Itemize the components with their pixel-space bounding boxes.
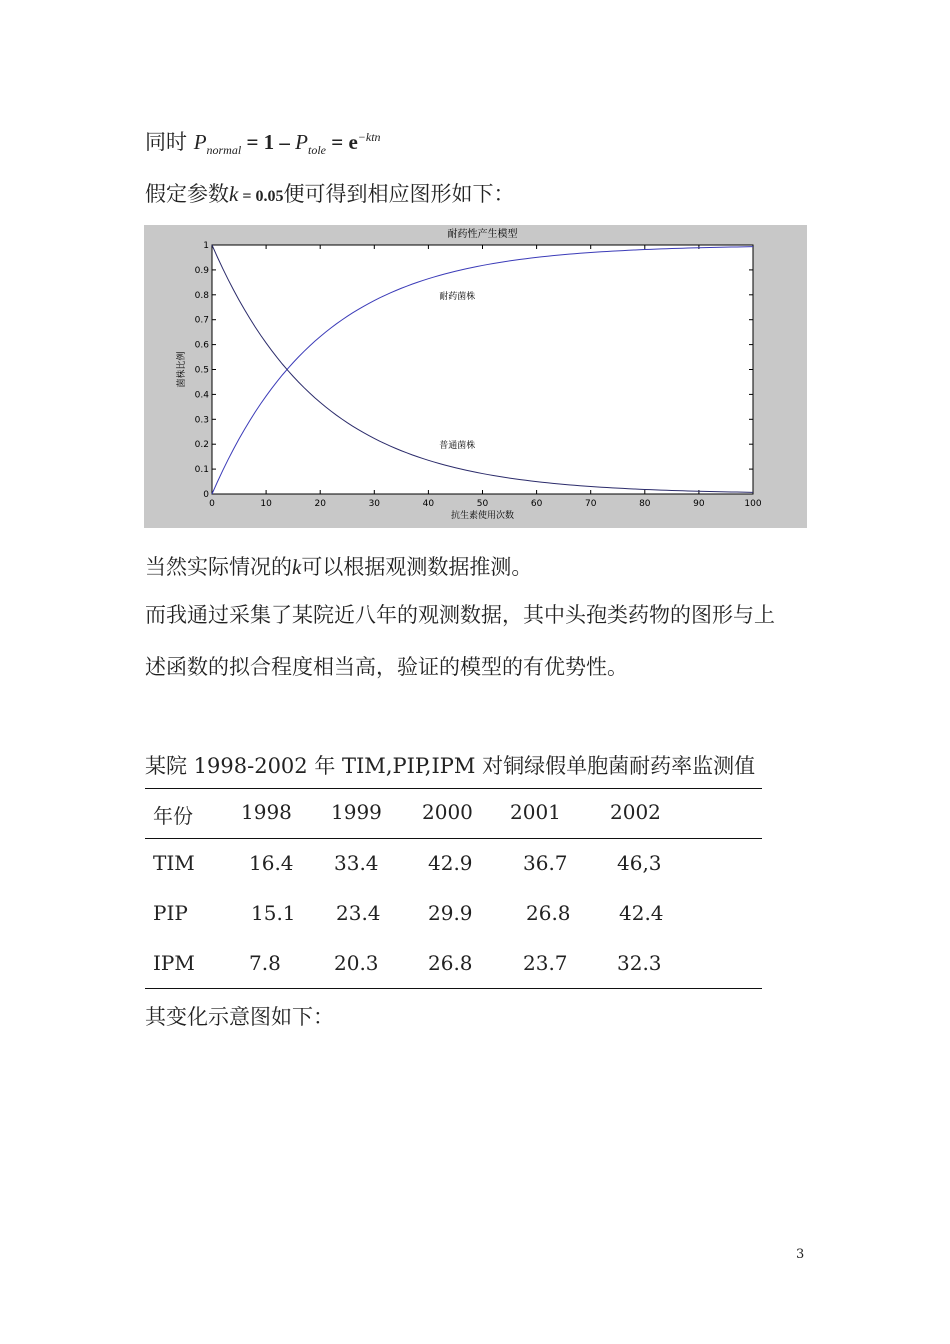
table-cell: 33.4 <box>334 851 379 875</box>
parameter-line <box>145 178 514 208</box>
x-tick-label: 0 <box>209 499 215 509</box>
p-tole-base: P <box>295 130 308 154</box>
x-tick-label: 20 <box>314 499 326 509</box>
table-row <box>145 843 762 883</box>
y-tick-label: 0.9 <box>194 265 209 276</box>
y-tick-label: 0.1 <box>194 465 209 476</box>
chart-figure <box>144 225 807 528</box>
table-header-rule <box>145 838 762 839</box>
y-tick-label: 0.3 <box>194 415 209 426</box>
closing-line: 其变化示意图如下： <box>145 1005 334 1029</box>
observation-line-2: 述函数的拟合程度相当高，验证的模型的有优势性。 <box>145 655 628 679</box>
inference-prefix: 当然实际情况的 <box>145 555 292 579</box>
x-tick-label: 30 <box>368 499 381 509</box>
table-cell: 42.4 <box>619 901 664 925</box>
x-tick-label: 90 <box>693 499 705 509</box>
p-normal-base: P <box>193 130 207 154</box>
x-tick-label: 60 <box>530 499 543 509</box>
table-cell: 16.4 <box>249 851 294 875</box>
header-cell: 2002 <box>610 800 661 824</box>
y-tick-label: 0.8 <box>194 290 209 301</box>
p-tole-sub: tole <box>307 143 326 158</box>
plot-area <box>212 245 753 494</box>
inference-k: k <box>292 555 302 579</box>
formula-mid: = 1 – <box>241 130 296 154</box>
table-cell: 23.7 <box>523 951 568 975</box>
y-tick-label: 0.6 <box>194 340 209 351</box>
inference-suffix: 可以根据观测数据推测。 <box>301 555 533 579</box>
table-cell: 32.3 <box>617 951 662 975</box>
y-tick-label: 0 <box>203 490 209 500</box>
k-variable: k <box>229 182 239 206</box>
p-normal-sub: normal <box>206 143 242 158</box>
x-tick-label: 70 <box>584 499 597 509</box>
table-row <box>145 893 762 933</box>
y-tick-label: 0.7 <box>194 315 209 326</box>
table-cell: 46,3 <box>617 851 662 875</box>
x-tick-label: 10 <box>260 499 272 509</box>
table-cell: 29.9 <box>428 901 473 925</box>
model-chart <box>144 225 807 528</box>
formula <box>193 130 381 158</box>
x-tick-label: 40 <box>422 499 435 509</box>
y-axis-label: 菌株比例 <box>177 351 187 388</box>
series-annotation: 普通菌株 <box>439 441 476 452</box>
observation-line-1: 而我通过采集了某院近八年的观测数据，其中头孢类药物的图形与上 <box>145 603 775 627</box>
header-cell: 2001 <box>510 800 561 824</box>
x-tick-label: 80 <box>639 499 651 509</box>
table-header-row <box>145 792 762 832</box>
table-cell: IPM <box>153 951 195 975</box>
header-cell: 2000 <box>422 800 473 824</box>
parameter-prefix: 假定参数 <box>145 182 229 206</box>
formula-exponent: −ktn <box>357 130 381 144</box>
table-row <box>145 943 762 983</box>
y-tick-label: 0.5 <box>194 365 209 376</box>
table-cell: 42.9 <box>428 851 473 875</box>
y-tick-label: 1 <box>203 241 209 251</box>
header-cell: 年份 <box>153 804 193 828</box>
formula-line <box>145 126 381 158</box>
page-number: 3 <box>796 1247 805 1262</box>
table-cell: TIM <box>153 851 195 875</box>
series-annotation: 耐药菌株 <box>439 291 476 302</box>
header-cell: 1998 <box>241 800 292 824</box>
y-tick-label: 0.2 <box>194 440 209 451</box>
table-cell: 26.8 <box>526 901 571 925</box>
parameter-suffix: 便可得到相应图形如下： <box>283 182 515 206</box>
k-value: = 0.05 <box>238 188 284 205</box>
x-axis-label: 抗生素使用次数 <box>450 511 515 521</box>
formula-tail: = e <box>325 130 358 154</box>
table-cell: 7.8 <box>249 951 281 975</box>
x-tick-label: 100 <box>744 499 762 509</box>
y-tick-label: 0.4 <box>194 390 209 401</box>
table-caption: 某院 1998-2002 年 TIM,PIP,IPM 对铜绿假单胞菌耐药率监测值 <box>145 754 756 778</box>
table-cell: PIP <box>153 901 188 925</box>
table-cell: 26.8 <box>428 951 473 975</box>
header-cell: 1999 <box>331 800 382 824</box>
table-top-rule <box>145 788 762 789</box>
table-cell: 15.1 <box>251 901 296 925</box>
inference-line <box>145 551 532 581</box>
table-cell: 20.3 <box>334 951 379 975</box>
chart-title: 耐药性产生模型 <box>447 229 518 240</box>
table-cell: 23.4 <box>336 901 381 925</box>
formula-prefix: 同时 <box>145 130 187 154</box>
table-cell: 36.7 <box>523 851 568 875</box>
table-bottom-rule <box>145 988 762 989</box>
x-tick-label: 50 <box>476 499 489 509</box>
